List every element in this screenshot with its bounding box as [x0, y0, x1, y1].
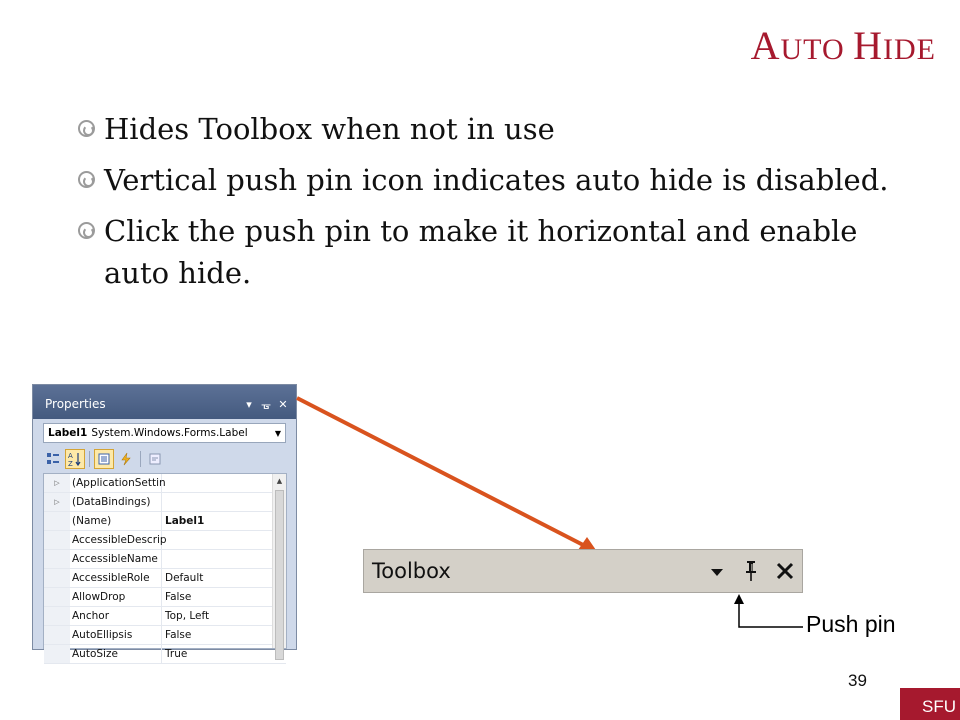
title-initial-a: A: [750, 23, 781, 68]
property-name: AccessibleName: [70, 550, 162, 568]
expand-icon[interactable]: ▷: [44, 493, 70, 511]
chevron-down-icon[interactable]: ▼: [274, 428, 282, 438]
sfu-logo: SFU: [900, 688, 960, 720]
property-name: (ApplicationSettin: [70, 474, 162, 492]
page-number: 39: [848, 671, 867, 690]
dropdown-icon[interactable]: ▾: [246, 397, 252, 411]
title-initial-h: H: [853, 23, 884, 68]
property-name: (Name): [70, 512, 162, 530]
callout-line: [739, 600, 803, 627]
svg-text:Z: Z: [68, 460, 73, 468]
close-icon[interactable]: [768, 554, 802, 588]
push-pin-icon[interactable]: ᚗ: [261, 397, 271, 411]
pointer-arrow: [297, 398, 591, 549]
close-icon[interactable]: ✕: [278, 397, 288, 411]
title-rest-h: IDE: [883, 33, 936, 66]
svg-text:A: A: [68, 452, 73, 460]
property-name: AccessibleRole: [70, 569, 162, 587]
property-value[interactable]: True: [165, 648, 188, 660]
scroll-up-icon[interactable]: ▲: [276, 477, 283, 485]
bullet-text: Vertical push pin icon indicates auto hide is disabled.: [104, 163, 889, 197]
bullet-text: Hides Toolbox when not in use: [104, 112, 555, 146]
push-pin-icon[interactable]: [734, 554, 768, 588]
bullet-text: Click the push pin to make it horizontal and enable auto hide.: [104, 214, 858, 290]
property-name: AllowDrop: [70, 588, 162, 606]
property-value[interactable]: Label1: [165, 515, 205, 527]
property-name: AutoEllipsis: [70, 626, 162, 644]
dropdown-icon[interactable]: [700, 554, 734, 588]
object-type: System.Windows.Forms.Label: [91, 427, 248, 439]
property-value[interactable]: False: [165, 591, 192, 603]
property-value[interactable]: Default: [165, 572, 204, 584]
expand-icon[interactable]: ▷: [44, 474, 70, 492]
property-value[interactable]: Top, Left: [165, 610, 210, 622]
property-name: Anchor: [70, 607, 162, 625]
callout-arrow-head: [734, 594, 744, 604]
property-value[interactable]: False: [165, 629, 192, 641]
property-name: (DataBindings): [70, 493, 162, 511]
toolbox-header: [363, 549, 803, 593]
title-rest-a: UTO: [780, 33, 854, 66]
properties-title: Properties: [45, 397, 106, 411]
property-name: AccessibleDescrip: [70, 531, 162, 549]
object-name: Label1: [48, 427, 88, 439]
toolbox-title: Toolbox: [372, 559, 451, 583]
push-pin-callout-label: Push pin: [806, 611, 896, 637]
property-name: AutoSize: [70, 645, 162, 663]
